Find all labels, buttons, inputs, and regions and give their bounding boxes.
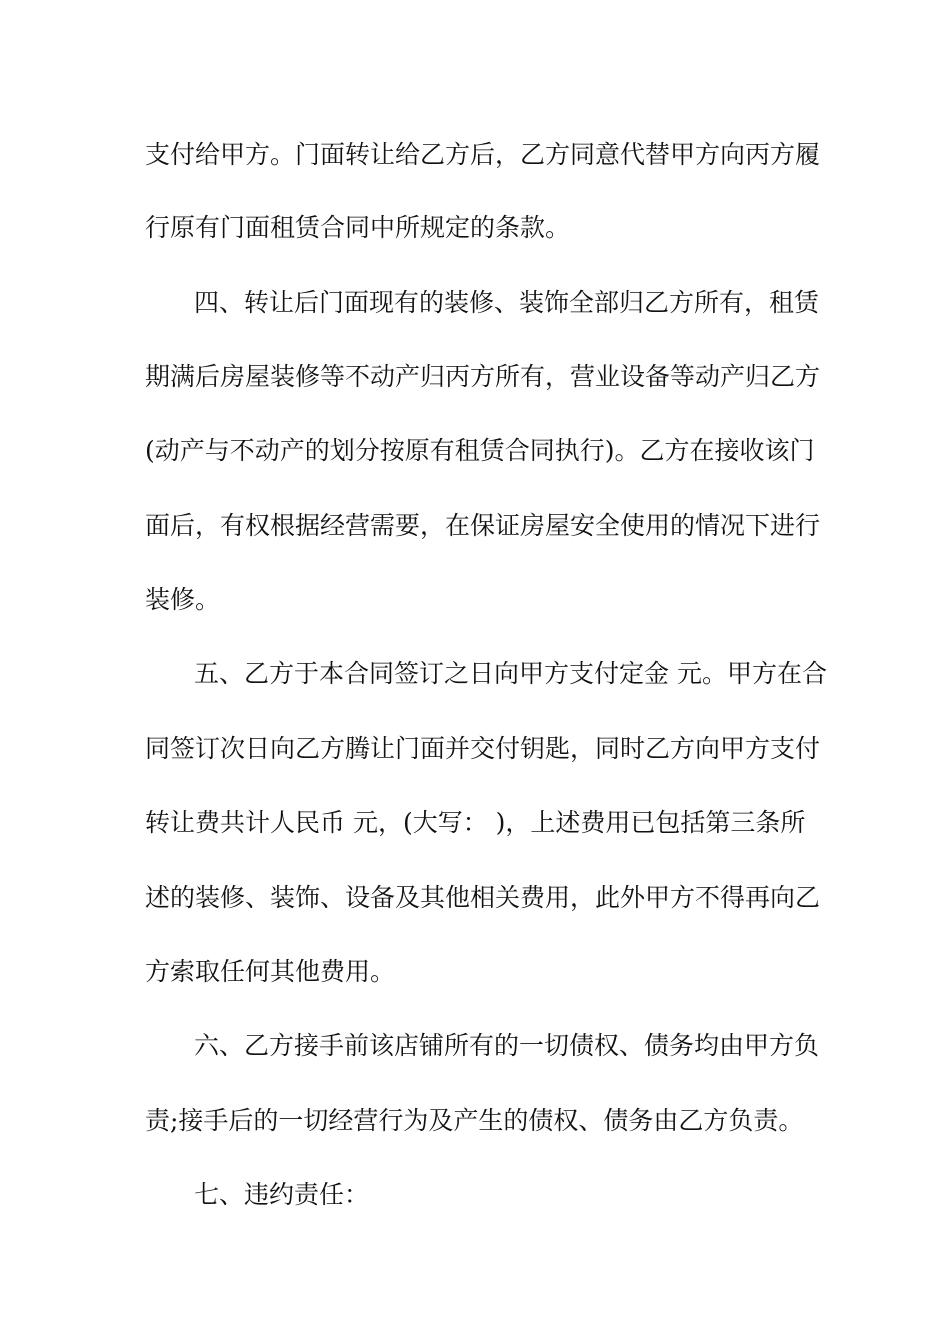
- text-line: 同签订次日向乙方腾让门面并交付钥匙，同时乙方向甲方支付: [145, 734, 821, 763]
- text-line: 支付给甲方。门面转让给乙方后，乙方同意代替甲方向丙方履: [145, 140, 821, 169]
- text-line: 责;接手后的一切经营行为及产生的债权、债务由乙方负责。: [145, 1106, 804, 1135]
- text-line: 六、乙方接手前该店铺所有的一切债权、债务均由甲方负: [194, 1031, 820, 1060]
- text-line: 方索取任何其他费用。: [145, 957, 396, 986]
- text-line: 四、转让后门面现有的装修、装饰全部归乙方所有，租赁: [194, 288, 820, 317]
- text-line: 七、违约责任：: [194, 1180, 370, 1209]
- text-line: 五、乙方于本合同签订之日向甲方支付定金 元。甲方在合: [194, 659, 827, 688]
- text-line: 行原有门面租赁合同中所规定的条款。: [145, 213, 571, 242]
- text-line: 述的装修、装饰、设备及其他相关费用，此外甲方不得再向乙: [145, 883, 821, 912]
- text-line: (动产与不动产的划分按原有租赁合同执行)。乙方在接收该门: [145, 436, 815, 465]
- text-line: 面后，有权根据经营需要，在保证房屋安全使用的情况下进行: [145, 511, 821, 540]
- text-line: 转让费共计人民币 元，(大写： )，上述费用已包括第三条所: [145, 808, 806, 837]
- text-line: 期满后房屋装修等不动产归丙方所有，营业设备等动产归乙方: [145, 362, 821, 391]
- text-line: 装修。: [145, 585, 221, 614]
